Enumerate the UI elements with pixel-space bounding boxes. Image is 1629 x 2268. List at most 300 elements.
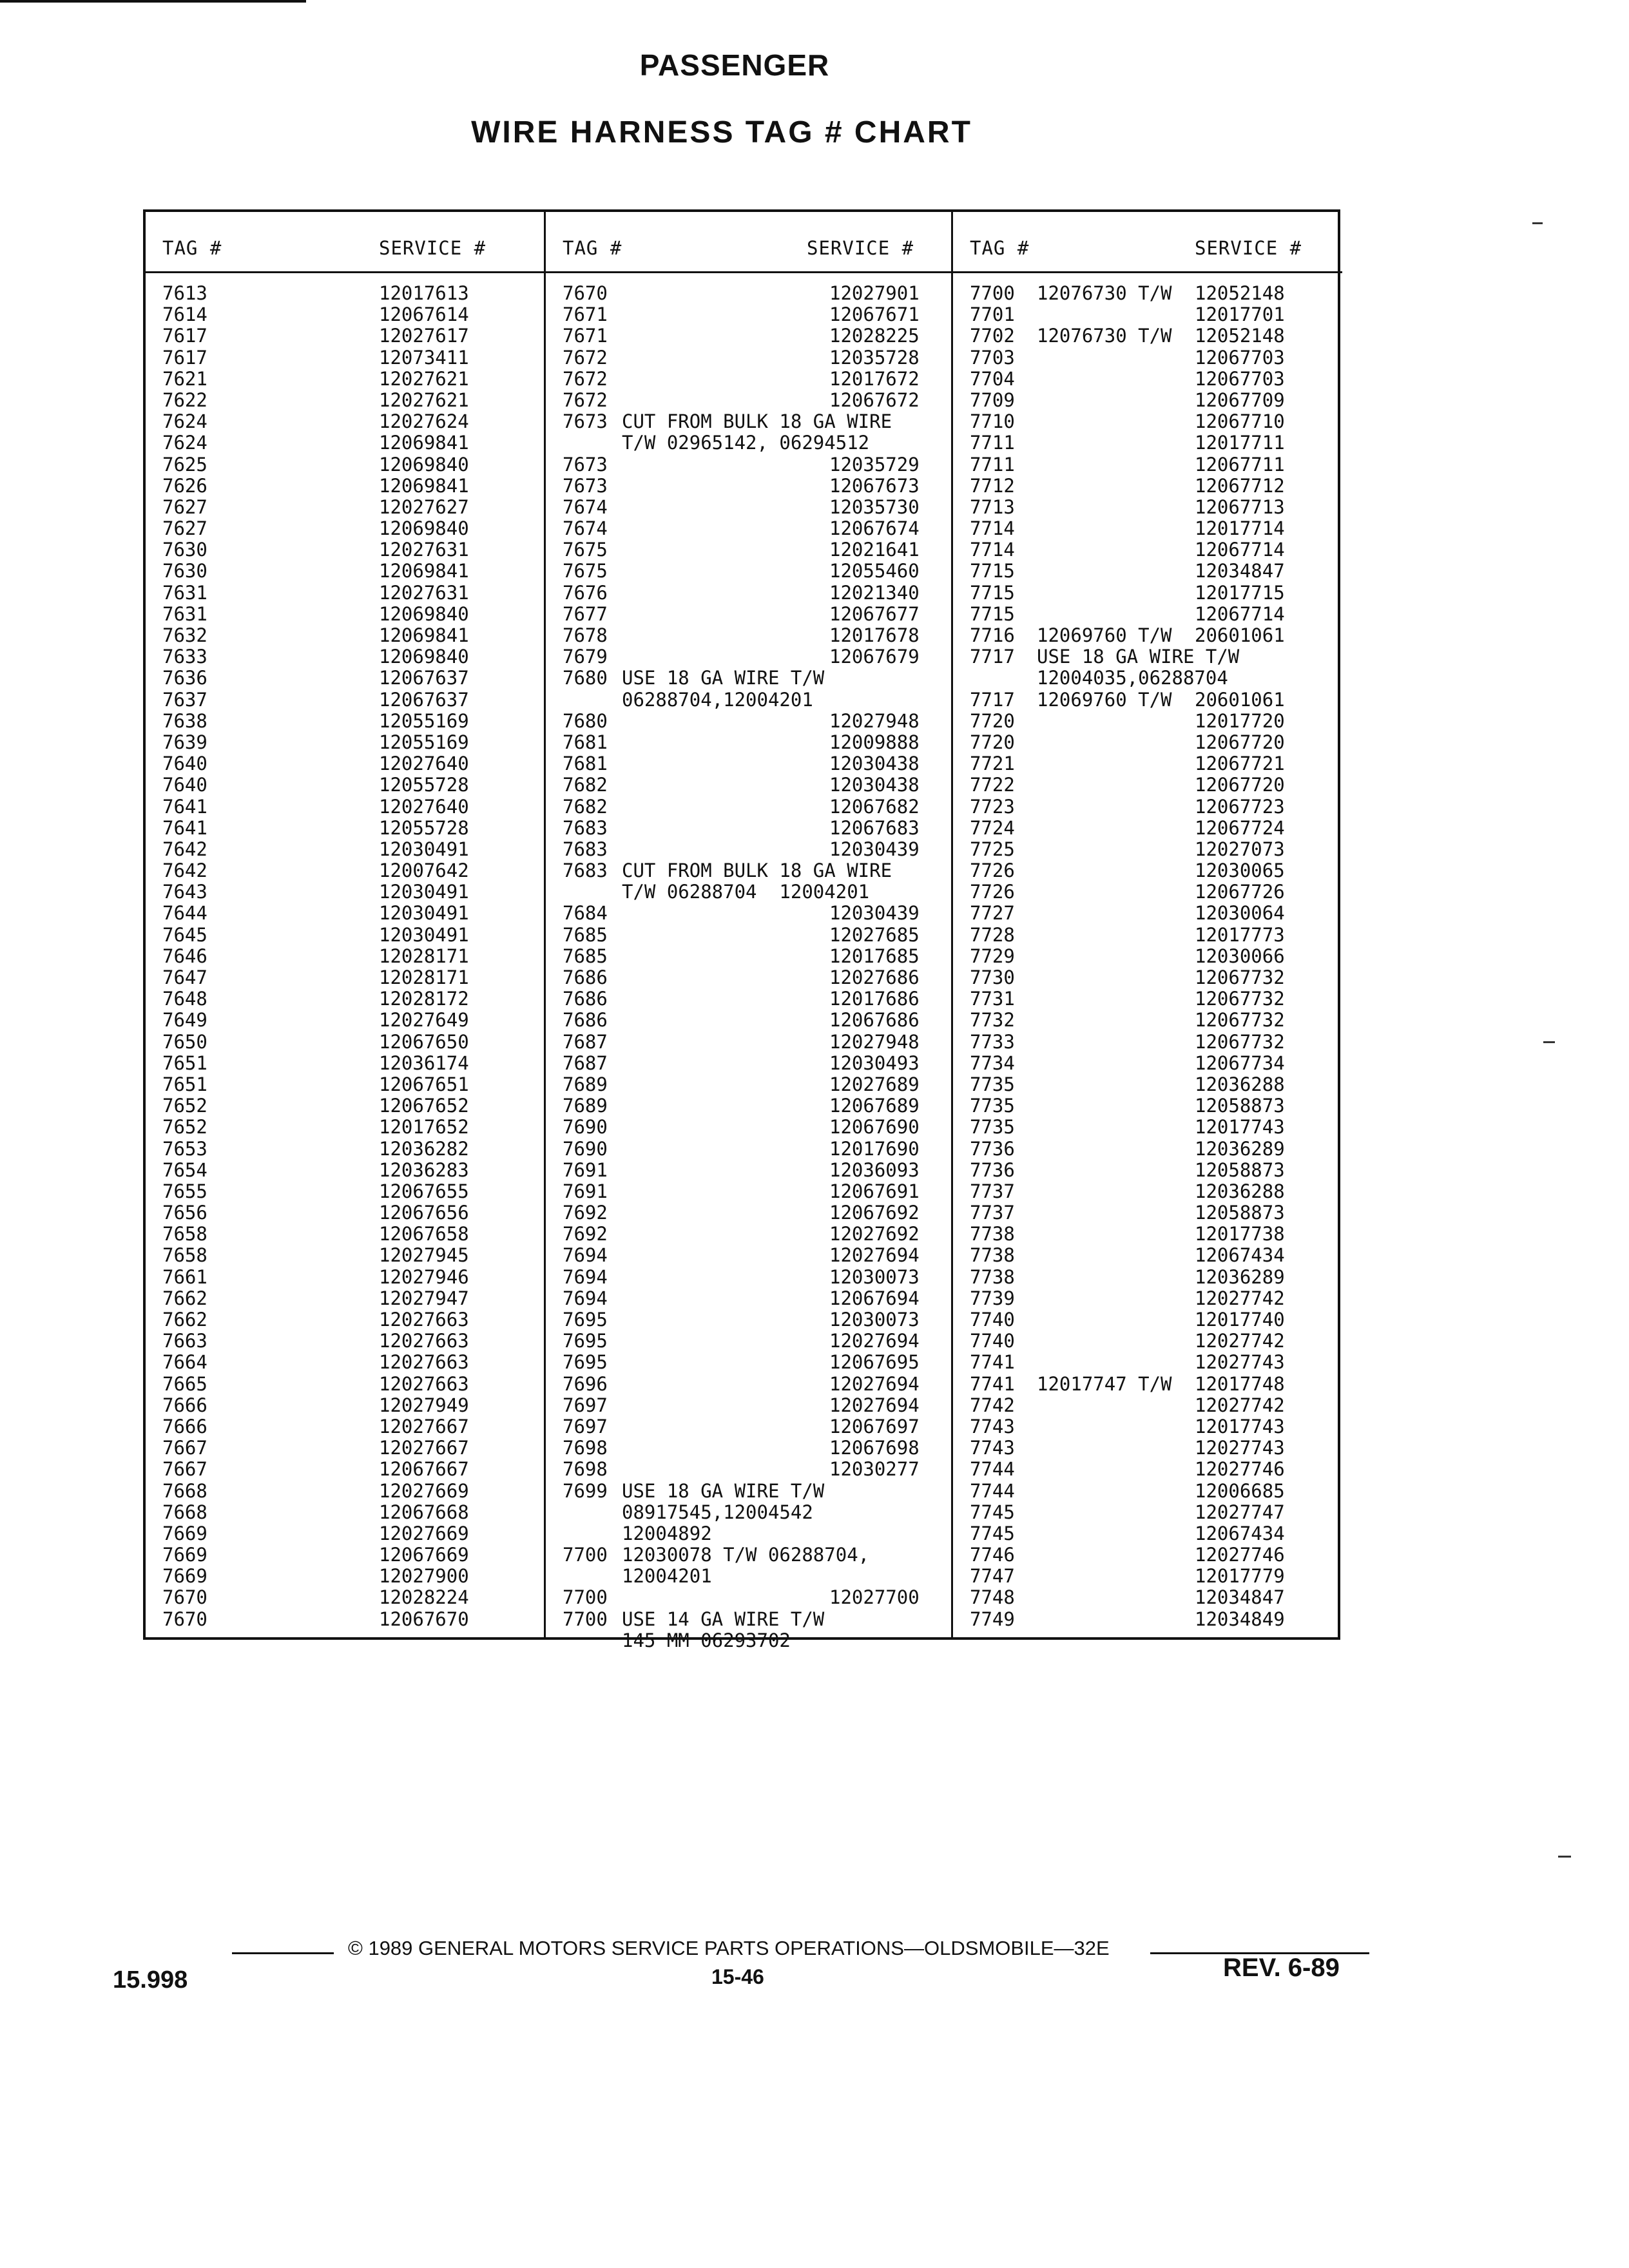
row-note: 12069760 T/W xyxy=(1037,688,1172,711)
table-row xyxy=(146,390,544,411)
service-number: 12058873 xyxy=(1195,1158,1285,1181)
tag-number: 7694 xyxy=(563,1265,608,1288)
service-number: 12027948 xyxy=(829,1030,920,1053)
tag-number: 7680 xyxy=(563,709,608,732)
tag-number: 7661 xyxy=(162,1265,207,1288)
service-number: 12027624 xyxy=(379,410,469,433)
table-row xyxy=(953,668,1342,689)
service-number: 12069841 xyxy=(379,624,469,646)
service-number: 12027669 xyxy=(379,1479,469,1502)
service-number: 12027948 xyxy=(829,709,920,732)
table-row xyxy=(953,518,1342,539)
service-number: 12027742 xyxy=(1195,1330,1285,1352)
table-row xyxy=(953,497,1342,518)
tag-number: 7666 xyxy=(162,1415,207,1437)
row-note: 12076730 T/W xyxy=(1037,282,1172,304)
service-number: 12027617 xyxy=(379,325,469,347)
tag-number: 7739 xyxy=(970,1287,1015,1309)
table-row xyxy=(146,1459,544,1480)
service-number: 12017711 xyxy=(1195,432,1285,454)
tag-number: 7617 xyxy=(162,325,207,347)
table-row xyxy=(146,1267,544,1288)
tag-number: 7700 xyxy=(563,1586,608,1609)
tag-number: 7727 xyxy=(970,902,1015,925)
tag-number: 7675 xyxy=(563,539,608,561)
service-number: 12067652 xyxy=(379,1095,469,1117)
table-row xyxy=(953,1095,1342,1117)
tag-number: 7749 xyxy=(970,1608,1015,1630)
table-row xyxy=(953,304,1342,325)
header-service: SERVICE # xyxy=(807,237,914,259)
service-number: 12067667 xyxy=(379,1458,469,1481)
table-row xyxy=(953,1523,1342,1544)
tag-number: 7679 xyxy=(563,646,608,668)
tag-number: 7636 xyxy=(162,667,207,689)
tag-number: 7737 xyxy=(970,1180,1015,1202)
table-row xyxy=(546,604,953,625)
service-number: 12027685 xyxy=(829,923,920,946)
table-row xyxy=(146,1074,544,1095)
tag-number: 7692 xyxy=(563,1202,608,1224)
table-row xyxy=(146,1139,544,1160)
tag-number: 7674 xyxy=(563,495,608,518)
tag-number: 7683 xyxy=(563,838,608,860)
service-number: 12027669 xyxy=(379,1522,469,1544)
service-number: 12030073 xyxy=(829,1265,920,1288)
tag-number: 7681 xyxy=(563,731,608,753)
tag-number: 7644 xyxy=(162,902,207,925)
header-service: SERVICE # xyxy=(1195,237,1302,259)
service-number: 12067656 xyxy=(379,1202,469,1224)
table-row xyxy=(953,454,1342,476)
table-row xyxy=(953,1395,1342,1416)
service-number: 12017701 xyxy=(1195,303,1285,326)
service-number: 12017685 xyxy=(829,945,920,967)
tag-number: 7711 xyxy=(970,453,1015,476)
table-row xyxy=(953,946,1342,967)
tag-number: 7717 xyxy=(970,646,1015,668)
service-number: 12067697 xyxy=(829,1415,920,1437)
table-row xyxy=(546,1587,953,1608)
table-row xyxy=(146,646,544,668)
table-row xyxy=(546,1502,953,1523)
tag-number: 7673 xyxy=(563,453,608,476)
column-rows xyxy=(146,283,544,1630)
table-row xyxy=(146,753,544,774)
margin-mark xyxy=(1558,1856,1571,1858)
tag-number: 7638 xyxy=(162,709,207,732)
service-number: 12058873 xyxy=(1195,1202,1285,1224)
table-row xyxy=(953,1459,1342,1480)
service-number: 12067670 xyxy=(379,1608,469,1630)
row-note: 06288704,12004201 xyxy=(622,688,813,711)
table-row xyxy=(953,604,1342,625)
tag-number: 7621 xyxy=(162,367,207,390)
table-row xyxy=(953,347,1342,369)
table-row xyxy=(146,881,544,903)
service-number: 12030065 xyxy=(1195,860,1285,882)
table-row xyxy=(146,1053,544,1074)
service-number: 12017613 xyxy=(379,282,469,304)
service-number: 12067679 xyxy=(829,646,920,668)
tag-number: 7685 xyxy=(563,945,608,967)
service-number: 12036288 xyxy=(1195,1073,1285,1095)
table-row xyxy=(146,1566,544,1587)
tag-number: 7720 xyxy=(970,731,1015,753)
table-row xyxy=(953,539,1342,561)
page-number: 15-46 xyxy=(711,1965,764,1988)
tag-number: 7717 xyxy=(970,688,1015,711)
tag-number: 7741 xyxy=(970,1351,1015,1374)
table-row xyxy=(953,561,1342,582)
tag-number: 7651 xyxy=(162,1073,207,1095)
service-number: 12027743 xyxy=(1195,1437,1285,1459)
column-rows xyxy=(546,283,953,1651)
service-number: 12017652 xyxy=(379,1116,469,1139)
service-number: 12007642 xyxy=(379,860,469,882)
table-row xyxy=(953,1053,1342,1074)
table-row xyxy=(146,1010,544,1031)
tag-number: 7726 xyxy=(970,881,1015,903)
service-number: 12069840 xyxy=(379,453,469,476)
table-row xyxy=(953,325,1342,347)
table-row xyxy=(546,1095,953,1117)
service-number: 12027627 xyxy=(379,495,469,518)
service-number: 12027663 xyxy=(379,1330,469,1352)
service-number: 12027694 xyxy=(829,1244,920,1267)
service-number: 12017678 xyxy=(829,624,920,646)
tag-number: 7677 xyxy=(563,602,608,625)
tag-number: 7669 xyxy=(162,1565,207,1588)
tag-number: 7720 xyxy=(970,709,1015,732)
tag-number: 7668 xyxy=(162,1501,207,1523)
table-row xyxy=(546,1374,953,1395)
table-row xyxy=(953,1181,1342,1202)
tag-number: 7632 xyxy=(162,624,207,646)
service-number: 12035729 xyxy=(829,453,920,476)
table-row xyxy=(953,1117,1342,1138)
service-number: 12067695 xyxy=(829,1351,920,1374)
tag-number: 7669 xyxy=(162,1522,207,1544)
tag-number: 7738 xyxy=(970,1223,1015,1245)
tag-number: 7747 xyxy=(970,1565,1015,1588)
tag-number: 7740 xyxy=(970,1309,1015,1331)
table-row xyxy=(146,967,544,988)
tag-number: 7651 xyxy=(162,1052,207,1074)
service-number: 12036283 xyxy=(379,1158,469,1181)
row-note: 12004201 xyxy=(622,1565,712,1588)
tag-number: 7640 xyxy=(162,774,207,796)
service-number: 12017740 xyxy=(1195,1309,1285,1331)
tag-number: 7624 xyxy=(162,432,207,454)
table-row xyxy=(146,1181,544,1202)
service-number: 12034849 xyxy=(1195,1608,1285,1630)
table-row xyxy=(146,1224,544,1245)
service-number: 12067698 xyxy=(829,1437,920,1459)
service-number: 12027700 xyxy=(829,1586,920,1609)
tag-number: 7711 xyxy=(970,432,1015,454)
table-row xyxy=(146,1032,544,1053)
tag-number: 7639 xyxy=(162,731,207,753)
tag-number: 7642 xyxy=(162,838,207,860)
table-row xyxy=(546,1117,953,1138)
table-row xyxy=(546,839,953,860)
tag-number: 7648 xyxy=(162,988,207,1010)
tag-number: 7630 xyxy=(162,539,207,561)
tag-number: 7642 xyxy=(162,860,207,882)
tag-number: 7658 xyxy=(162,1223,207,1245)
tag-number: 7699 xyxy=(563,1479,608,1502)
table-row xyxy=(146,539,544,561)
table-row xyxy=(546,1416,953,1437)
table-row xyxy=(546,1566,953,1587)
tag-number: 7744 xyxy=(970,1479,1015,1502)
service-number: 12069840 xyxy=(379,517,469,540)
tag-number: 7690 xyxy=(563,1116,608,1139)
service-number: 12027949 xyxy=(379,1394,469,1416)
tag-number: 7667 xyxy=(162,1458,207,1481)
service-number: 12052148 xyxy=(1195,325,1285,347)
header-tag: TAG # xyxy=(970,237,1030,259)
tag-number: 7617 xyxy=(162,346,207,369)
table-row xyxy=(546,1181,953,1202)
tag-number: 7745 xyxy=(970,1501,1015,1523)
tag-number: 7678 xyxy=(563,624,608,646)
table-row xyxy=(953,1566,1342,1587)
service-number: 12027746 xyxy=(1195,1544,1285,1566)
tag-number: 7614 xyxy=(162,303,207,326)
table-row xyxy=(546,390,953,411)
tag-number: 7698 xyxy=(563,1437,608,1459)
tag-number: 7666 xyxy=(162,1394,207,1416)
service-number: 12027694 xyxy=(829,1372,920,1395)
tag-number: 7686 xyxy=(563,988,608,1010)
table-row xyxy=(546,1544,953,1566)
service-number: 12067658 xyxy=(379,1223,469,1245)
table-row xyxy=(953,903,1342,924)
service-number: 12027640 xyxy=(379,795,469,818)
tag-number: 7674 xyxy=(563,517,608,540)
table-row xyxy=(953,369,1342,390)
table-row xyxy=(953,1160,1342,1181)
table-row xyxy=(546,646,953,668)
service-number: 12035728 xyxy=(829,346,920,369)
service-number: 12034847 xyxy=(1195,1586,1285,1609)
service-number: 12030438 xyxy=(829,774,920,796)
table-row xyxy=(146,1502,544,1523)
service-number: 12055460 xyxy=(829,560,920,582)
service-number: 12027945 xyxy=(379,1244,469,1267)
row-note: 12076730 T/W xyxy=(1037,325,1172,347)
row-note: CUT FROM BULK 18 GA WIRE xyxy=(622,410,892,433)
table-row xyxy=(953,1010,1342,1031)
table-row xyxy=(546,1309,953,1331)
table-row xyxy=(146,774,544,796)
table-row xyxy=(146,497,544,518)
service-number: 12021641 xyxy=(829,539,920,561)
service-number: 12017686 xyxy=(829,988,920,1010)
table-row xyxy=(953,689,1342,711)
row-note: USE 18 GA WIRE T/W xyxy=(1037,646,1240,668)
service-number: 12067724 xyxy=(1195,816,1285,839)
service-number: 12006685 xyxy=(1195,1479,1285,1502)
table-row xyxy=(546,1202,953,1224)
service-number: 12067703 xyxy=(1195,346,1285,369)
tag-number: 7672 xyxy=(563,389,608,411)
service-number: 12036093 xyxy=(829,1158,920,1181)
table-row xyxy=(953,390,1342,411)
tag-number: 7695 xyxy=(563,1309,608,1331)
tag-number: 7658 xyxy=(162,1244,207,1267)
row-note: 145 MM 06293702 xyxy=(622,1629,791,1651)
service-number: 12028224 xyxy=(379,1586,469,1609)
table-row xyxy=(146,1587,544,1608)
table-row xyxy=(546,369,953,390)
service-number: 12027900 xyxy=(379,1565,469,1588)
service-number: 12027640 xyxy=(379,753,469,775)
service-number: 12067637 xyxy=(379,688,469,711)
chart-column-1 xyxy=(146,212,544,1637)
table-row xyxy=(146,1544,544,1566)
tag-number: 7696 xyxy=(563,1372,608,1395)
tag-number: 7685 xyxy=(563,923,608,946)
service-number: 12067683 xyxy=(829,816,920,839)
service-number: 12067694 xyxy=(829,1287,920,1309)
tag-number: 7656 xyxy=(162,1202,207,1224)
service-number: 12027692 xyxy=(829,1223,920,1245)
tag-number: 7700 xyxy=(563,1608,608,1630)
table-row xyxy=(546,1395,953,1416)
tag-number: 7730 xyxy=(970,966,1015,988)
tag-number: 7748 xyxy=(970,1586,1015,1609)
table-row xyxy=(953,796,1342,818)
table-row xyxy=(146,1202,544,1224)
tag-number: 7743 xyxy=(970,1415,1015,1437)
service-number: 12067734 xyxy=(1195,1052,1285,1074)
tag-number: 7627 xyxy=(162,517,207,540)
service-number: 12030491 xyxy=(379,881,469,903)
table-row xyxy=(146,689,544,711)
tag-number: 7683 xyxy=(563,816,608,839)
tag-number: 7700 xyxy=(563,1544,608,1566)
service-number: 12067726 xyxy=(1195,881,1285,903)
service-number: 12067714 xyxy=(1195,602,1285,625)
table-row xyxy=(146,411,544,432)
table-row xyxy=(146,1609,544,1630)
table-row xyxy=(146,711,544,732)
tag-number: 7662 xyxy=(162,1287,207,1309)
service-number: 12067732 xyxy=(1195,966,1285,988)
table-row xyxy=(546,881,953,903)
service-number: 12036282 xyxy=(379,1137,469,1160)
tag-number: 7690 xyxy=(563,1137,608,1160)
service-number: 12030277 xyxy=(829,1458,920,1481)
service-number: 12030491 xyxy=(379,838,469,860)
service-number: 12017715 xyxy=(1195,581,1285,604)
service-number: 12055728 xyxy=(379,774,469,796)
table-row xyxy=(953,1587,1342,1608)
tag-number: 7735 xyxy=(970,1073,1015,1095)
service-number: 12067714 xyxy=(1195,539,1285,561)
service-number: 12067614 xyxy=(379,303,469,326)
service-number: 12067732 xyxy=(1195,1030,1285,1053)
service-number: 12067709 xyxy=(1195,389,1285,411)
service-number: 12035730 xyxy=(829,495,920,518)
table-row xyxy=(546,561,953,582)
tag-number: 7689 xyxy=(563,1095,608,1117)
tag-number: 7631 xyxy=(162,581,207,604)
page-subtitle: WIRE HARNESS TAG # CHART xyxy=(471,115,972,149)
footer-copyright: © 1989 GENERAL MOTORS SERVICE PARTS OPERATIONS—OLDSMOBILE—32E xyxy=(348,1937,1110,1959)
table-row xyxy=(953,967,1342,988)
service-number: 12027621 xyxy=(379,389,469,411)
service-number: 12027663 xyxy=(379,1351,469,1374)
table-row xyxy=(546,1609,953,1630)
table-row xyxy=(146,283,544,304)
tag-number: 7721 xyxy=(970,753,1015,775)
table-row xyxy=(546,497,953,518)
service-number: 12027689 xyxy=(829,1073,920,1095)
header-tag: TAG # xyxy=(563,237,622,259)
table-row xyxy=(146,604,544,625)
table-row xyxy=(146,454,544,476)
tag-number: 7624 xyxy=(162,410,207,433)
service-number: 12067651 xyxy=(379,1073,469,1095)
tag-number: 7694 xyxy=(563,1287,608,1309)
tag-number: 7732 xyxy=(970,1009,1015,1032)
service-number: 12067637 xyxy=(379,667,469,689)
tag-number: 7673 xyxy=(563,474,608,497)
tag-number: 7613 xyxy=(162,282,207,304)
tag-number: 7669 xyxy=(162,1544,207,1566)
table-row xyxy=(146,988,544,1010)
table-row xyxy=(953,1139,1342,1160)
service-number: 12067711 xyxy=(1195,453,1285,476)
service-number: 12067434 xyxy=(1195,1522,1285,1544)
table-row xyxy=(546,753,953,774)
table-row xyxy=(146,1352,544,1373)
service-number: 12017672 xyxy=(829,367,920,390)
table-row xyxy=(546,711,953,732)
table-row xyxy=(953,925,1342,946)
tag-number: 7738 xyxy=(970,1265,1015,1288)
tag-number: 7740 xyxy=(970,1330,1015,1352)
page-id: 15.998 xyxy=(113,1966,188,1994)
service-number: 12069841 xyxy=(379,560,469,582)
tag-number: 7735 xyxy=(970,1116,1015,1139)
row-note: 12017747 T/W xyxy=(1037,1372,1172,1395)
table-row xyxy=(546,1523,953,1544)
service-number: 12017720 xyxy=(1195,709,1285,732)
service-number: 12067710 xyxy=(1195,410,1285,433)
table-row xyxy=(146,561,544,582)
table-row xyxy=(146,1288,544,1309)
table-row xyxy=(546,1481,953,1502)
tag-number: 7746 xyxy=(970,1544,1015,1566)
table-row xyxy=(146,1374,544,1395)
table-row xyxy=(546,860,953,881)
service-number: 12027694 xyxy=(829,1330,920,1352)
table-row xyxy=(546,432,953,454)
table-row xyxy=(146,304,544,325)
table-row xyxy=(546,946,953,967)
table-row xyxy=(146,668,544,689)
header-tag: TAG # xyxy=(162,237,222,259)
table-row xyxy=(546,1224,953,1245)
table-row xyxy=(546,476,953,497)
tag-number: 7667 xyxy=(162,1437,207,1459)
tag-number: 7686 xyxy=(563,1009,608,1032)
